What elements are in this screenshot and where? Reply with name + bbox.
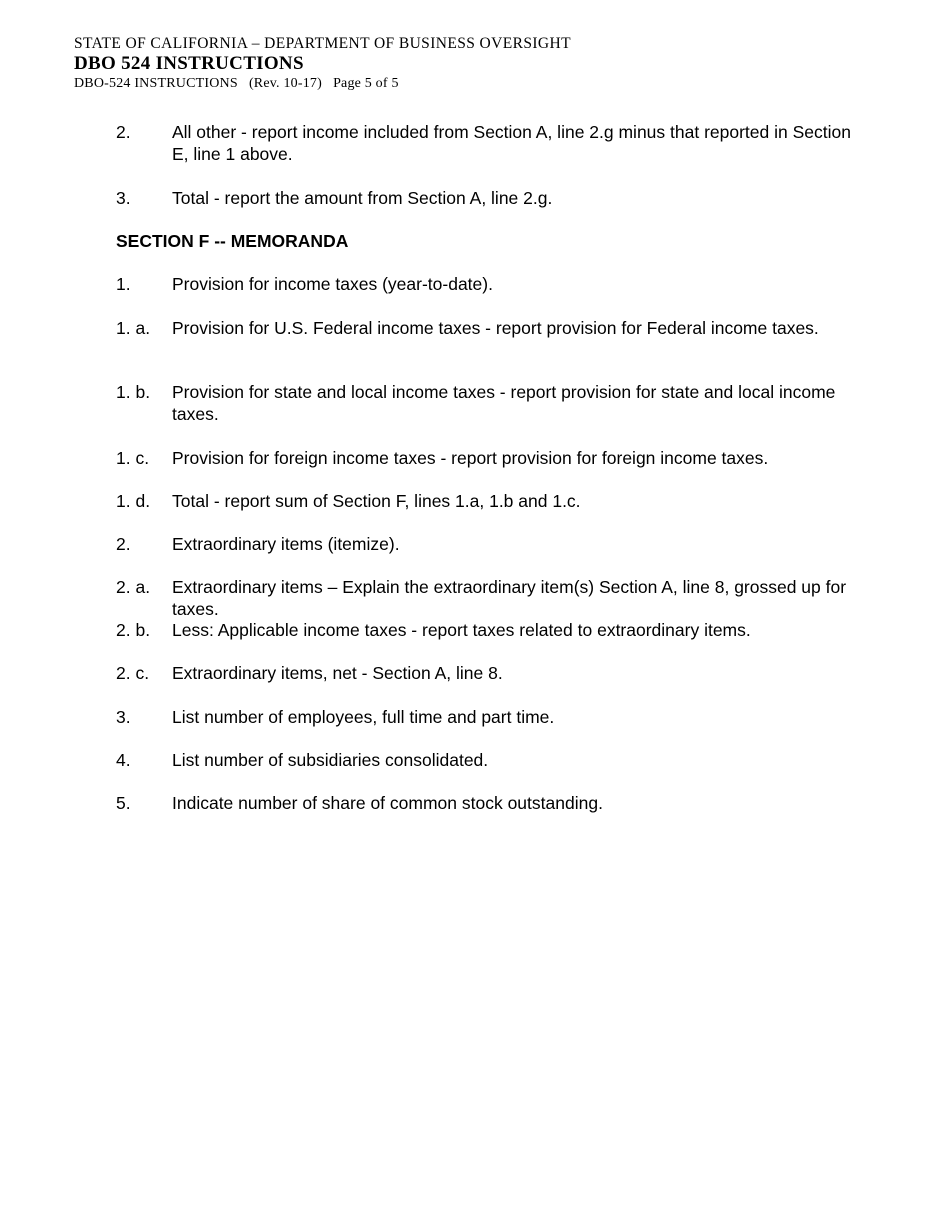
list-item — [116, 707, 856, 729]
item-text: Extraordinary items (itemize). — [172, 534, 400, 554]
page-header — [74, 34, 571, 93]
item-text: Extraordinary items, net - Section A, line 8. — [172, 663, 503, 683]
item-number: 1. — [116, 274, 131, 294]
item-text: Total - report the amount from Section A, line 2.g. — [172, 188, 553, 208]
item-number: 4. — [116, 750, 131, 770]
list-item — [116, 448, 856, 470]
document-title: DBO 524 INSTRUCTIONS — [74, 53, 304, 74]
item-number: 3. — [116, 188, 131, 208]
item-text: Provision for U.S. Federal income taxes - report provision for Federal income taxes. — [172, 318, 819, 338]
section-f-heading: SECTION F -- MEMORANDA — [116, 231, 349, 251]
item-text: List number of employees, full time and part time. — [172, 707, 555, 727]
item-number: 2. — [116, 534, 131, 554]
list-item — [116, 793, 856, 815]
item-number: 1. c. — [116, 448, 150, 468]
list-item — [116, 274, 856, 296]
item-number: 2. c. — [116, 663, 150, 683]
item-number: 1. b. — [116, 382, 151, 402]
item-text: List number of subsidiaries consolidated. — [172, 750, 489, 770]
item-number: 2. a. — [116, 577, 151, 597]
item-text: Provision for income taxes (year-to-date). — [172, 274, 493, 294]
list-item — [116, 318, 856, 340]
item-text: Indicate number of share of common stock outstanding. — [172, 793, 603, 813]
item-number: 1. a. — [116, 318, 151, 338]
item-number: 2. — [116, 122, 131, 142]
list-item — [116, 382, 856, 425]
item-text: Provision for foreign income taxes - report provision for foreign income taxes. — [172, 448, 769, 468]
item-text: Provision for state and local income taxes - report provision for state and local income taxes. — [172, 382, 836, 424]
item-number: 1. d. — [116, 491, 151, 511]
list-item — [116, 491, 856, 513]
item-text: Less: Applicable income taxes - report taxes related to extraordinary items. — [172, 620, 751, 640]
item-text: Total - report sum of Section F, lines 1.a, 1.b and 1.c. — [172, 491, 581, 511]
item-text: Extraordinary items – Explain the extraordinary item(s) Section A, line 8, grossed up for taxes. — [172, 577, 847, 619]
list-item — [116, 188, 856, 210]
item-number: 3. — [116, 707, 131, 727]
list-item — [116, 620, 856, 642]
list-item — [116, 122, 856, 165]
list-item — [116, 663, 856, 685]
item-number: 5. — [116, 793, 131, 813]
list-item — [116, 534, 856, 556]
agency-name: STATE OF CALIFORNIA – DEPARTMENT OF BUSINESS OVERSIGHT — [74, 35, 571, 52]
item-text: All other - report income included from Section A, line 2.g minus that reported in Section E, line 1 above. — [172, 122, 851, 164]
list-item — [116, 750, 856, 772]
list-item — [116, 577, 856, 620]
item-number: 2. b. — [116, 620, 151, 640]
document-subtitle: DBO-524 INSTRUCTIONS (Rev. 10-17) Page 5 of 5 — [74, 76, 399, 91]
